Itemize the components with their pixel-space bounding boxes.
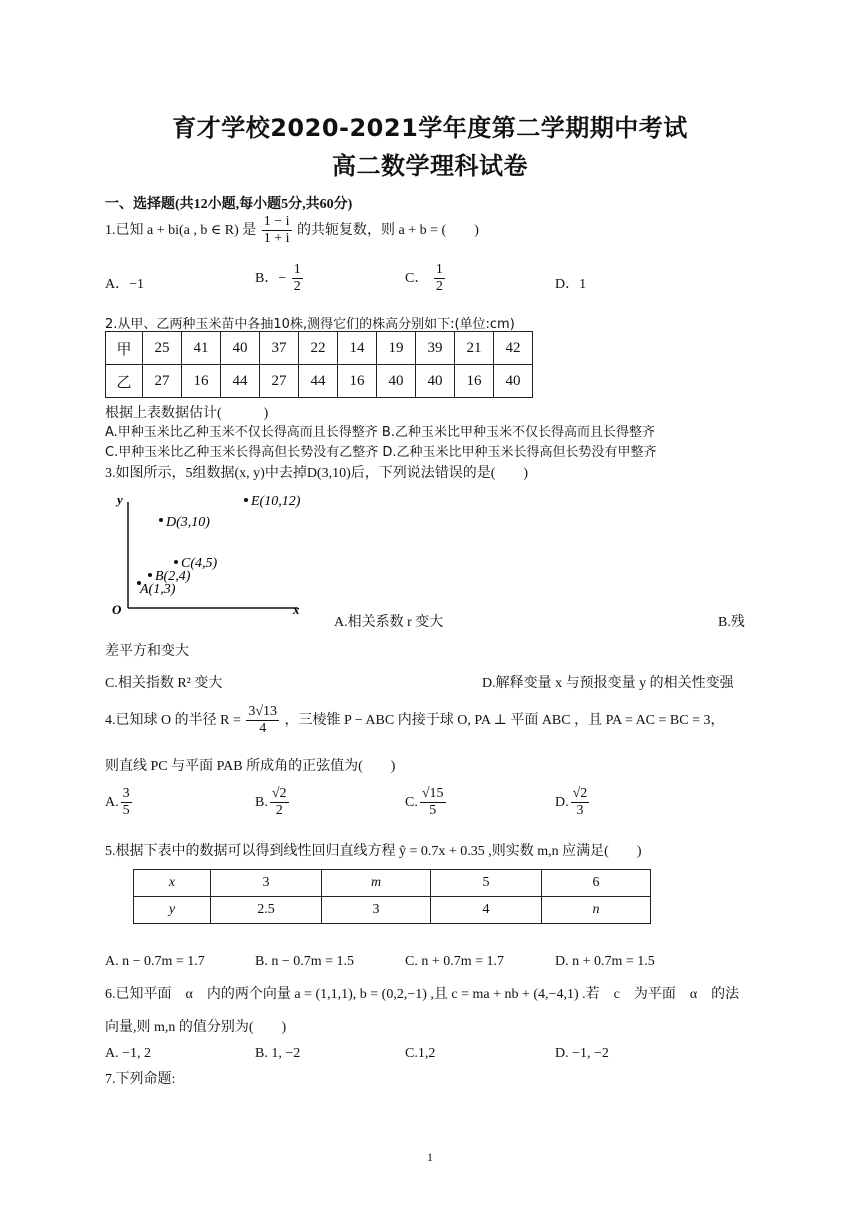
q1-option-b-prefix: B．− <box>255 270 287 286</box>
table-cell: 3 <box>322 897 431 924</box>
q4-text-a: 4.已知球 O 的半径 R = <box>105 712 241 728</box>
q4-b-prefix: B. <box>255 794 268 810</box>
table-cell: 40 <box>494 365 533 398</box>
q1-frac-den: 1 + i <box>263 231 290 247</box>
q2-options-cd: C.甲种玉米比乙种玉米长得高但长势没有乙整齐 D.乙种玉米比甲种玉米长得高但长势没有甲整齐 <box>105 445 657 460</box>
question-2: 2.从甲、乙两种玉米苗中各抽10株,测得它们的株高分别如下:(单位:cm) <box>105 317 515 332</box>
q1-b-den: 2 <box>293 279 301 295</box>
table-cell: y <box>134 897 211 924</box>
table-cell: 44 <box>221 365 260 398</box>
table-cell: 41 <box>182 332 221 365</box>
scatter-figure <box>108 490 308 620</box>
q4-c-num: √15 <box>420 786 446 803</box>
table-row-y <box>134 897 651 924</box>
q1-frac-num: 1 − i <box>262 214 292 231</box>
q4-d-den: 3 <box>576 803 584 819</box>
q4-a-num: 3 <box>121 786 132 803</box>
table-cell: 16 <box>455 365 494 398</box>
q5-option-d: D. n + 0.7m = 1.5 <box>555 954 655 969</box>
table-cell: 40 <box>416 365 455 398</box>
table-cell: 19 <box>377 332 416 365</box>
table-row-head: 乙 <box>106 365 143 398</box>
q4-a-prefix: A. <box>105 794 119 810</box>
q5-option-c: C. n + 0.7m = 1.7 <box>405 954 505 969</box>
q4-text-b: ，三棱锥 P − ABC 内接于球 O, PA ⊥ 平面 ABC ，且 PA = AC = BC = 3， <box>284 712 725 728</box>
exam-subtitle: 高二数学理科试卷 <box>332 152 528 180</box>
q6-line2: 向量,则 m,n 的值分别为( ) <box>105 1020 287 1035</box>
q3-option-d: D.解释变量 x 与预报变量 y 的相关性变强 <box>482 676 734 691</box>
q6-option-c: C.1,2 <box>405 1046 436 1061</box>
point-e-label: E(10,12) <box>251 494 301 509</box>
question-7: 7.下列命题: <box>105 1072 176 1087</box>
table-cell: 3 <box>211 870 322 897</box>
question-5: 5.根据下表中的数据可以得到线性回归直线方程 ŷ = 0.7x + 0.35 ,则实数 m,n 应满足( ) <box>105 844 642 859</box>
q4-b-num: √2 <box>270 786 289 803</box>
q4-d-num: √2 <box>571 786 590 803</box>
regression-table <box>133 869 651 924</box>
question-3: 3.如图所示，5组数据(x, y)中去掉D(3,10)后，下列说法错误的是( ) <box>105 466 529 481</box>
q1-option-a: A．−1 <box>105 277 145 292</box>
point-c-label: C(4,5) <box>181 556 218 571</box>
q5-option-b: B. n − 0.7m = 1.5 <box>255 954 355 969</box>
table-cell: 39 <box>416 332 455 365</box>
point-e <box>244 498 248 502</box>
q4-option-d <box>555 786 591 819</box>
table-cell: n <box>542 897 651 924</box>
q4-b-den: 2 <box>275 803 283 819</box>
point-c <box>174 560 178 564</box>
q5-option-a: A. n − 0.7m = 1.7 <box>105 954 205 969</box>
y-axis-label: y <box>117 492 123 507</box>
q4-option-a <box>105 786 134 819</box>
table-row-head: 甲 <box>106 332 143 365</box>
q2-ask: 根据上表数据估计( ) <box>105 406 269 421</box>
table-cell: 37 <box>260 332 299 365</box>
table-cell: 27 <box>260 365 299 398</box>
exam-title: 育才学校2020-2021学年度第二学期期中考试 <box>172 114 688 142</box>
table-cell: 2.5 <box>211 897 322 924</box>
q1-c-den: 2 <box>435 279 443 295</box>
q3-option-b-part2: 差平方和变大 <box>105 644 189 659</box>
q1-option-c <box>405 262 447 295</box>
table-cell: 40 <box>377 365 416 398</box>
table-row-yi <box>106 365 533 398</box>
q3-option-c: C.相关指数 R² 变大 <box>105 676 223 691</box>
height-table <box>105 331 533 398</box>
q4-c-prefix: C. <box>405 794 418 810</box>
q6-option-d: D. −1, −2 <box>555 1046 609 1061</box>
q1-option-d: D．1 <box>555 277 587 292</box>
question-6: 6.已知平面 α 内的两个向量 a = (1,1,1), b = (0,2,−1) ,且 c = ma + nb + (4,−4,1) .若 c 为平面 α 的法 <box>105 987 740 1002</box>
table-cell: 22 <box>299 332 338 365</box>
q2-options-ab: A.甲种玉米比乙种玉米不仅长得高而且长得整齐 B.乙种玉米比甲种玉米不仅长得高而且长得整齐 <box>105 425 655 440</box>
table-cell: 44 <box>299 365 338 398</box>
table-cell: 25 <box>143 332 182 365</box>
q6-option-b: B. 1, −2 <box>255 1046 301 1061</box>
table-cell: 16 <box>338 365 377 398</box>
q1-text-a: 1.已知 a + bi(a , b ∈ R) 是 <box>105 222 257 238</box>
table-cell: 14 <box>338 332 377 365</box>
point-a-label: A(1,3) <box>140 582 176 597</box>
q1-option-b <box>255 262 305 295</box>
table-cell: 27 <box>143 365 182 398</box>
table-cell: 6 <box>542 870 651 897</box>
origin-label: O <box>112 602 122 617</box>
table-cell: 42 <box>494 332 533 365</box>
table-cell: x <box>134 870 211 897</box>
q4-r-num: 3√13 <box>246 704 279 721</box>
table-cell: m <box>322 870 431 897</box>
q3-option-a: A.相关系数 r 变大 <box>334 615 444 630</box>
page-number: 1 <box>427 1150 433 1164</box>
point-d-label: D(3,10) <box>166 515 210 530</box>
q4-line2: 则直线 PC 与平面 PAB 所成角的正弦值为( ) <box>105 759 396 774</box>
q1-fraction <box>262 214 292 247</box>
table-row-jia <box>106 332 533 365</box>
table-cell: 4 <box>431 897 542 924</box>
q4-d-prefix: D. <box>555 794 569 810</box>
section-heading: 一、选择题(共12小题,每小题5分,共60分) <box>105 197 353 212</box>
q1-text-b: 的共轭复数，则 a + b = ( ) <box>297 222 479 238</box>
q4-option-b <box>255 786 291 819</box>
q6-option-a: A. −1, 2 <box>105 1046 152 1061</box>
q1-c-num: 1 <box>434 262 445 279</box>
table-row-x <box>134 870 651 897</box>
q4-r-den: 4 <box>259 721 267 737</box>
q1-b-num: 1 <box>292 262 303 279</box>
x-axis-label: x <box>293 602 300 617</box>
point-d <box>159 518 163 522</box>
question-1 <box>105 214 479 247</box>
table-cell: 5 <box>431 870 542 897</box>
q3-option-b-part1: B.残 <box>718 615 745 630</box>
q4-option-c <box>405 786 448 819</box>
q4-c-den: 5 <box>429 803 437 819</box>
q1-option-c-prefix: C． <box>405 270 429 286</box>
table-cell: 40 <box>221 332 260 365</box>
table-cell: 16 <box>182 365 221 398</box>
point-b-label: B(2,4) <box>155 569 191 584</box>
question-4 <box>105 704 725 737</box>
point-b <box>148 573 152 577</box>
q4-a-den: 5 <box>122 803 130 819</box>
table-cell: 21 <box>455 332 494 365</box>
